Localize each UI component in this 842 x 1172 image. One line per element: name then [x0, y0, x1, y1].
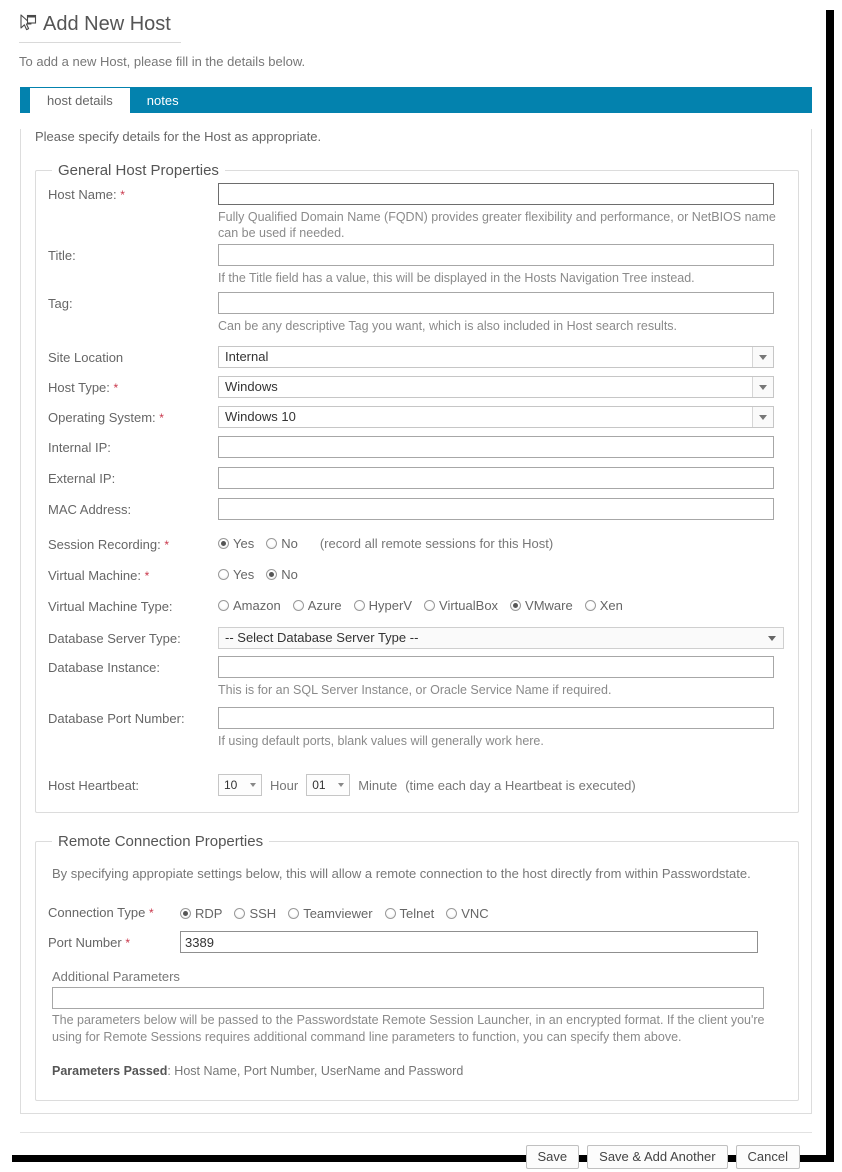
connection-type-option-ssh[interactable] — [234, 906, 276, 921]
parameters-passed-value: : Host Name, Port Number, UserName and Password — [167, 1064, 464, 1078]
required-marker: * — [159, 411, 164, 425]
operating-system-select[interactable] — [218, 406, 774, 428]
virtual-machine-type-radio-group — [218, 595, 786, 613]
row-host-name — [48, 183, 786, 207]
label-host-heartbeat: Host Heartbeat: — [48, 778, 140, 793]
row-title — [48, 244, 786, 268]
vm-type-option-vmware[interactable] — [510, 598, 573, 613]
label-additional-parameters: Additional Parameters — [52, 969, 180, 984]
external-ip-input[interactable] — [218, 467, 774, 489]
vm-type-option-hyperv-label: HyperV — [368, 598, 413, 613]
row-virtual-machine-type — [48, 595, 786, 619]
save-and-add-another-button[interactable]: Save & Add Another — [587, 1145, 727, 1169]
page-header — [0, 0, 826, 34]
additional-parameters-input[interactable] — [52, 987, 764, 1009]
radio-icon — [354, 600, 365, 611]
row-database-instance-hint — [48, 680, 786, 704]
operating-system-dropdown-button[interactable] — [752, 407, 773, 427]
label-virtual-machine-type: Virtual Machine Type: — [48, 599, 173, 614]
operating-system-value: Windows 10 — [225, 409, 296, 424]
chevron-down-icon — [338, 783, 344, 787]
row-host-name-hint — [48, 207, 786, 244]
chevron-down-icon — [759, 385, 767, 390]
hint-tag: Can be any descriptive Tag you want, which is also included in Host search results. — [218, 319, 678, 333]
footer-button-bar — [0, 1145, 800, 1169]
heartbeat-minute-select[interactable] — [306, 774, 350, 796]
label-virtual-machine-text: Virtual Machine: — [48, 568, 141, 583]
virtual-machine-option-no-label: No — [281, 567, 298, 582]
connection-type-option-telnet[interactable] — [385, 906, 435, 921]
radio-icon — [218, 600, 229, 611]
row-operating-system — [48, 406, 786, 430]
heartbeat-hour-dropdown-button[interactable] — [245, 775, 261, 795]
database-instance-input[interactable] — [218, 656, 774, 678]
row-session-recording — [48, 533, 786, 557]
row-external-ip — [48, 467, 786, 491]
host-name-input[interactable] — [218, 183, 774, 205]
label-port-number — [48, 935, 180, 950]
row-tag-hint — [48, 316, 786, 340]
spacer-tag — [48, 316, 218, 320]
label-host-name — [48, 183, 218, 202]
radio-icon — [218, 569, 229, 580]
virtual-machine-option-yes-label: Yes — [233, 567, 255, 582]
label-database-server-type: Database Server Type: — [48, 631, 181, 646]
radio-icon — [218, 538, 229, 549]
parameters-passed — [52, 1064, 786, 1078]
label-tag: Tag: — [48, 296, 73, 311]
database-server-type-dropdown-button[interactable] — [761, 628, 783, 648]
label-external-ip: External IP: — [48, 471, 116, 486]
radio-icon — [288, 908, 299, 919]
mac-address-input[interactable] — [218, 498, 774, 520]
label-session-recording — [48, 533, 218, 552]
label-connection-type-text: Connection Type — [48, 904, 146, 920]
row-internal-ip — [48, 436, 786, 460]
row-virtual-machine — [48, 564, 786, 588]
database-port-number-input[interactable] — [218, 707, 774, 729]
tab-notes[interactable]: notes — [146, 93, 179, 108]
label-host-name-text: Host Name: — [48, 187, 117, 202]
title-divider — [19, 42, 181, 43]
chevron-down-icon — [768, 636, 776, 641]
page-subtitle: To add a new Host, please fill in the details below. — [19, 54, 306, 69]
radio-icon — [510, 600, 521, 611]
label-site-location: Site Location — [48, 350, 124, 365]
spacer-title — [48, 268, 218, 272]
radio-icon — [266, 569, 277, 580]
radio-icon — [234, 908, 245, 919]
hint-database-port-number: If using default ports, blank values will generally work here. — [218, 734, 544, 748]
virtual-machine-radio-group — [218, 564, 786, 582]
connection-type-option-rdp-label: RDP — [195, 906, 223, 921]
radio-icon — [180, 908, 191, 919]
label-title: Title: — [48, 248, 76, 263]
remote-connection-properties-legend: Remote Connection Properties — [58, 833, 264, 850]
remote-connection-properties-group — [35, 833, 799, 1101]
heartbeat-hour-value: 10 — [224, 778, 238, 792]
label-host-type — [48, 376, 218, 395]
connection-type-radio-group — [180, 903, 489, 921]
row-title-hint — [48, 268, 786, 292]
host-details-panel — [20, 129, 812, 1114]
footer-divider — [20, 1132, 812, 1133]
row-database-server-type — [48, 627, 786, 651]
page-title: Add New Host — [43, 13, 171, 35]
tab-strip — [20, 87, 812, 113]
label-operating-system-text: Operating System: — [48, 410, 156, 425]
row-host-type — [48, 376, 786, 400]
row-port-number — [48, 929, 786, 955]
cursor-window-icon — [19, 14, 37, 34]
heartbeat-minute-value: 01 — [312, 778, 326, 792]
session-recording-option-yes-label: Yes — [233, 536, 255, 551]
site-location-value: Internal — [225, 349, 269, 364]
heartbeat-minute-unit: Minute — [358, 777, 398, 793]
vm-type-option-vmware-label: VMware — [525, 598, 573, 613]
heartbeat-hour-unit: Hour — [270, 777, 299, 793]
label-database-port-number: Database Port Number: — [48, 711, 185, 726]
session-recording-option-no-label: No — [281, 536, 298, 551]
hint-title: If the Title field has a value, this will be displayed in the Hosts Navigation Tree instead. — [218, 271, 695, 285]
general-host-properties-group — [35, 162, 799, 813]
heartbeat-hour-select[interactable] — [218, 774, 262, 796]
label-mac-address: MAC Address: — [48, 502, 132, 517]
database-server-type-select[interactable] — [218, 627, 784, 649]
internal-ip-input[interactable] — [218, 436, 774, 458]
vm-type-option-virtualbox[interactable] — [424, 598, 498, 613]
connection-type-option-telnet-label: Telnet — [399, 906, 435, 921]
required-marker: * — [164, 538, 170, 552]
connection-type-option-ssh-label: SSH — [249, 906, 277, 921]
row-site-location — [48, 346, 786, 370]
label-host-type-text: Host Type: — [48, 380, 110, 395]
chevron-down-icon — [759, 355, 767, 360]
parameters-passed-label: Parameters Passed — [52, 1064, 168, 1078]
label-session-recording-text: Session Recording: — [48, 537, 161, 552]
required-marker: * — [144, 569, 150, 583]
label-internal-ip: Internal IP: — [48, 440, 111, 455]
connection-type-option-teamviewer[interactable] — [288, 906, 372, 921]
radio-icon — [424, 600, 435, 611]
general-host-properties-legend: General Host Properties — [58, 162, 219, 179]
database-server-type-value: -- Select Database Server Type -- — [225, 630, 419, 645]
vm-type-option-azure[interactable] — [293, 598, 342, 613]
title-input[interactable] — [218, 244, 774, 266]
virtual-machine-option-yes[interactable] — [218, 567, 254, 582]
site-location-dropdown-button[interactable] — [752, 347, 773, 367]
radio-icon — [446, 908, 457, 919]
required-marker: * — [125, 935, 130, 950]
row-database-port-number — [48, 707, 786, 731]
heartbeat-minute-dropdown-button[interactable] — [333, 775, 349, 795]
hint-database-instance: This is for an SQL Server Instance, or Oracle Service Name if required. — [218, 683, 612, 697]
label-port-number-text: Port Number — [48, 934, 122, 950]
radio-icon — [293, 600, 304, 611]
tab-host-details[interactable]: host details — [30, 88, 130, 113]
vm-type-option-azure-label: Azure — [307, 598, 342, 613]
heartbeat-note: (time each day a Heartbeat is executed) — [405, 777, 636, 793]
host-type-value: Windows — [225, 379, 278, 394]
chevron-down-icon — [759, 415, 767, 420]
row-host-heartbeat — [48, 774, 786, 798]
radio-icon — [266, 538, 277, 549]
connection-type-option-vnc[interactable] — [446, 906, 488, 921]
site-location-select[interactable] — [218, 346, 774, 368]
session-recording-option-no[interactable] — [266, 536, 298, 551]
host-type-select[interactable] — [218, 376, 774, 398]
tag-input[interactable] — [218, 292, 774, 314]
vm-type-option-amazon-label: Amazon — [233, 598, 281, 613]
session-recording-note: (record all remote sessions for this Host) — [319, 536, 554, 551]
label-connection-type — [48, 905, 180, 920]
radio-icon — [385, 908, 396, 919]
spacer-database-port — [48, 731, 218, 735]
row-connection-type — [48, 899, 786, 925]
vm-type-option-xen[interactable] — [585, 598, 623, 613]
panel-intro-text: Please specify details for the Host as appropriate. — [35, 129, 322, 144]
vm-type-option-hyperv[interactable] — [354, 598, 412, 613]
label-virtual-machine — [48, 564, 218, 583]
connection-type-option-teamviewer-label: Teamviewer — [303, 906, 373, 921]
hint-additional-parameters: The parameters below will be passed to the Passwordstate Remote Session Launcher, in an encrypted format. If the client you're using for Remote Sessions requires additional command line parameters to function, you can specify them above. — [52, 1013, 765, 1044]
remote-intro-text: By specifying appropiate settings below, this will allow a remote connection to the host directly from within Passwordstate. — [52, 866, 751, 881]
row-database-instance — [48, 656, 786, 680]
session-recording-radio-group — [218, 533, 786, 551]
save-button[interactable]: Save — [526, 1145, 580, 1169]
row-tag — [48, 292, 786, 316]
vm-type-option-amazon[interactable] — [218, 598, 281, 613]
virtual-machine-option-no[interactable] — [266, 567, 298, 582]
vm-type-option-virtualbox-label: VirtualBox — [439, 598, 499, 613]
spacer-database-instance — [48, 680, 218, 684]
connection-type-option-rdp[interactable] — [180, 906, 222, 921]
cancel-button[interactable]: Cancel — [736, 1145, 800, 1169]
row-database-port-hint — [48, 731, 786, 755]
spacer-host-name — [48, 207, 218, 211]
label-database-instance: Database Instance: — [48, 660, 161, 675]
host-type-dropdown-button[interactable] — [752, 377, 773, 397]
required-marker: * — [120, 188, 125, 202]
radio-icon — [585, 600, 596, 611]
session-recording-option-yes[interactable] — [218, 536, 254, 551]
label-operating-system — [48, 406, 218, 425]
port-number-input[interactable] — [180, 931, 758, 953]
vm-type-option-xen-label: Xen — [599, 598, 623, 613]
required-marker: * — [148, 905, 154, 920]
hint-host-name: Fully Qualified Domain Name (FQDN) provides greater flexibility and performance, or NetBIOS name can be used if needed. — [218, 210, 776, 240]
chevron-down-icon — [250, 783, 256, 787]
connection-type-option-vnc-label: VNC — [461, 906, 489, 921]
row-mac-address — [48, 498, 786, 522]
required-marker: * — [113, 381, 119, 395]
